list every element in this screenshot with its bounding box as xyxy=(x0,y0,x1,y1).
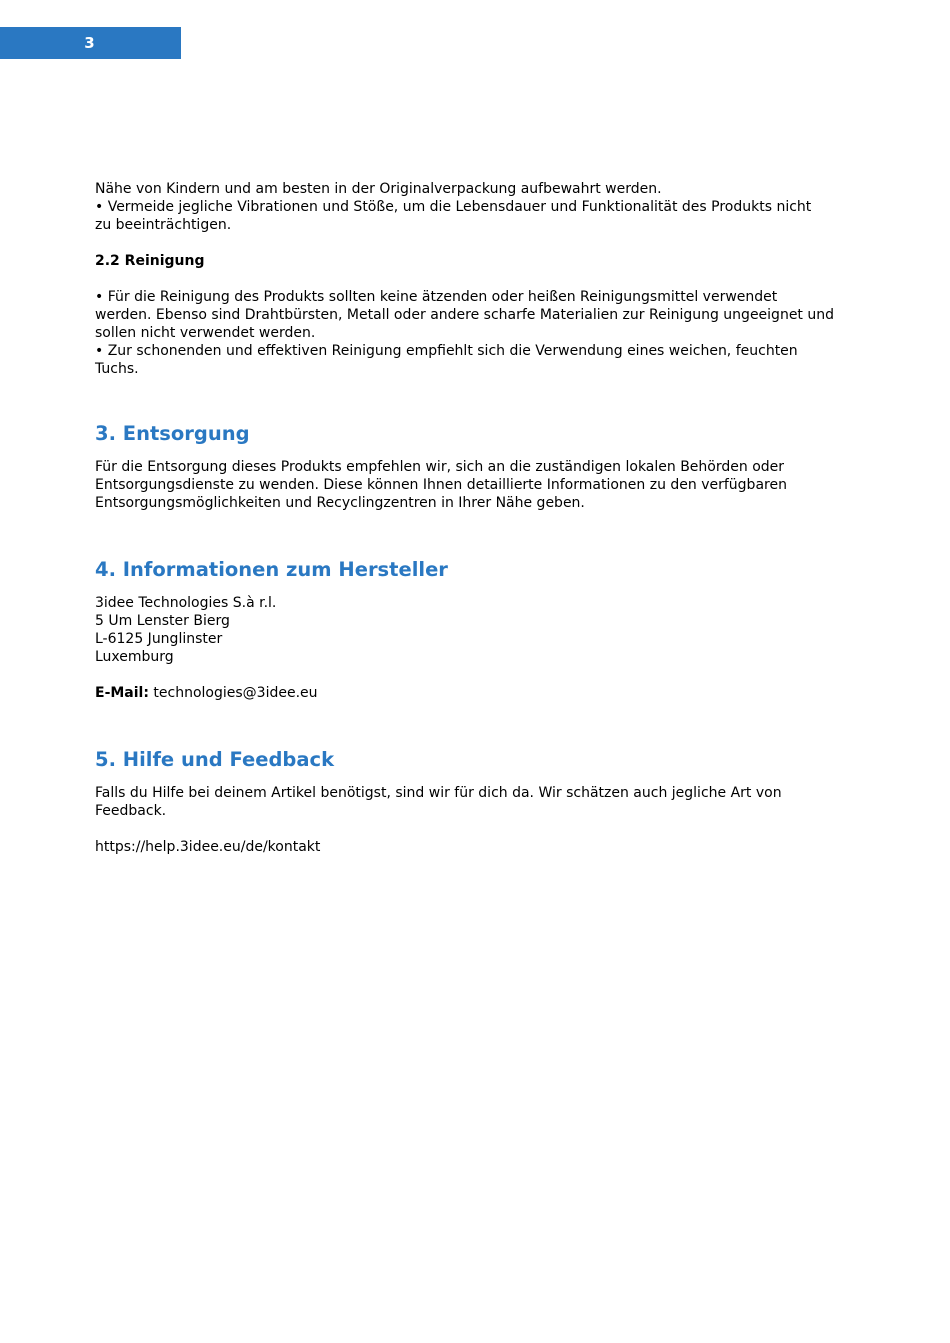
email-line xyxy=(95,684,865,702)
manufacturer-address: 3idee Technologies S.à r.l. 5 Um Lenster Bierg L-6125 Junglinster Luxemburg xyxy=(95,595,277,665)
help-url[interactable]: https://help.3idee.eu/de/kontakt xyxy=(95,839,321,855)
manufacturer-heading: 4. Informationen zum Hersteller xyxy=(95,558,448,581)
document-body xyxy=(95,180,865,856)
intro-bullet: • Vermeide jegliche Vibrationen und Stöße, um die Lebensdauer und Funktionalität des Produkts nicht zu beeinträchtigen. xyxy=(95,199,812,233)
page-number-badge: 3 xyxy=(0,27,181,59)
email-label: E-Mail: xyxy=(95,685,149,701)
disposal-text: Für die Entsorgung dieses Produkts empfehlen wir, sich an die zuständigen lokalen Behörden oder Entsorgungsdienste zu wenden. Diese können Ihnen detaillierte Informationen zu den verfügbaren Entsorgungsmöglichkeiten und Recyclingzentren in Ihrer Nähe geben. xyxy=(95,459,787,511)
help-heading: 5. Hilfe und Feedback xyxy=(95,748,335,771)
cleaning-bullet-1: • Für die Reinigung des Produkts sollten keine ätzenden oder heißen Reinigungsmittel verwendet werden. Ebenso sind Drahtbürsten, Metall oder andere scharfe Materialien zur Reinigung ungeeignet und sollen nicht verwendet werden. xyxy=(95,289,835,341)
intro-text: Nähe von Kindern und am besten in der Originalverpackung aufbewahrt werden. xyxy=(95,181,662,197)
help-text: Falls du Hilfe bei deinem Artikel benötigst, sind wir für dich da. Wir schätzen auch jegliche Art von Feedback. xyxy=(95,785,782,819)
disposal-heading: 3. Entsorgung xyxy=(95,422,250,445)
cleaning-heading: 2.2 Reinigung xyxy=(95,253,205,269)
email-address[interactable]: technologies@3idee.eu xyxy=(153,685,318,701)
cleaning-bullet-2: • Zur schonenden und effektiven Reinigung empfiehlt sich die Verwendung eines weichen, feuchten Tuchs. xyxy=(95,343,798,377)
